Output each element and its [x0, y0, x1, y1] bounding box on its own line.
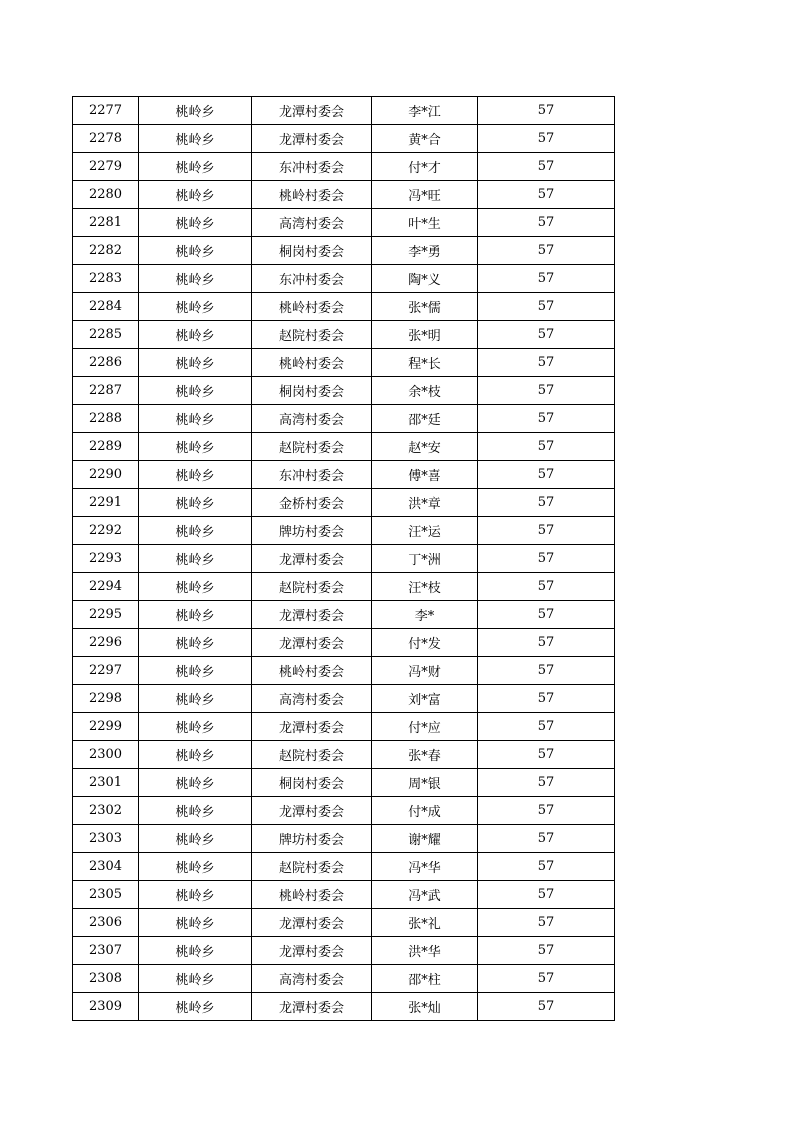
serial-number-cell: 2278	[73, 125, 139, 153]
village-committee-cell: 龙潭村委会	[252, 937, 372, 965]
person-name-cell: 张*儒	[372, 293, 478, 321]
person-name-cell: 程*长	[372, 349, 478, 377]
serial-number-cell: 2308	[73, 965, 139, 993]
person-name-cell: 冯*武	[372, 881, 478, 909]
township-cell: 桃岭乡	[139, 685, 252, 713]
age-cell: 57	[478, 573, 615, 601]
village-committee-cell: 赵院村委会	[252, 433, 372, 461]
age-cell: 57	[478, 125, 615, 153]
age-cell: 57	[478, 517, 615, 545]
age-cell: 57	[478, 797, 615, 825]
township-cell: 桃岭乡	[139, 657, 252, 685]
person-name-cell: 傅*喜	[372, 461, 478, 489]
table-row	[73, 741, 615, 769]
serial-number-cell: 2295	[73, 601, 139, 629]
person-name-cell: 周*银	[372, 769, 478, 797]
serial-number-cell: 2290	[73, 461, 139, 489]
age-cell: 57	[478, 909, 615, 937]
table-row	[73, 517, 615, 545]
serial-number-cell: 2298	[73, 685, 139, 713]
township-cell: 桃岭乡	[139, 545, 252, 573]
serial-number-cell: 2292	[73, 517, 139, 545]
township-cell: 桃岭乡	[139, 209, 252, 237]
serial-number-cell: 2304	[73, 853, 139, 881]
township-cell: 桃岭乡	[139, 797, 252, 825]
table-row	[73, 993, 615, 1021]
village-committee-cell: 高湾村委会	[252, 209, 372, 237]
person-name-cell: 邵*柱	[372, 965, 478, 993]
village-committee-cell: 赵院村委会	[252, 853, 372, 881]
township-cell: 桃岭乡	[139, 825, 252, 853]
person-name-cell: 余*枝	[372, 377, 478, 405]
person-name-cell: 李*勇	[372, 237, 478, 265]
serial-number-cell: 2286	[73, 349, 139, 377]
age-cell: 57	[478, 853, 615, 881]
age-cell: 57	[478, 405, 615, 433]
township-cell: 桃岭乡	[139, 97, 252, 125]
table-row	[73, 97, 615, 125]
village-committee-cell: 龙潭村委会	[252, 713, 372, 741]
village-committee-cell: 桃岭村委会	[252, 349, 372, 377]
village-committee-cell: 龙潭村委会	[252, 545, 372, 573]
serial-number-cell: 2296	[73, 629, 139, 657]
village-committee-cell: 高湾村委会	[252, 405, 372, 433]
person-name-cell: 陶*义	[372, 265, 478, 293]
township-cell: 桃岭乡	[139, 237, 252, 265]
township-cell: 桃岭乡	[139, 881, 252, 909]
table-row	[73, 489, 615, 517]
serial-number-cell: 2277	[73, 97, 139, 125]
table-row	[73, 825, 615, 853]
township-cell: 桃岭乡	[139, 853, 252, 881]
village-committee-cell: 赵院村委会	[252, 321, 372, 349]
serial-number-cell: 2303	[73, 825, 139, 853]
serial-number-cell: 2280	[73, 181, 139, 209]
person-name-cell: 张*灿	[372, 993, 478, 1021]
serial-number-cell: 2299	[73, 713, 139, 741]
person-name-cell: 洪*华	[372, 937, 478, 965]
village-committee-cell: 龙潭村委会	[252, 797, 372, 825]
village-committee-cell: 东冲村委会	[252, 461, 372, 489]
table-row	[73, 853, 615, 881]
age-cell: 57	[478, 377, 615, 405]
township-cell: 桃岭乡	[139, 965, 252, 993]
age-cell: 57	[478, 321, 615, 349]
person-name-cell: 谢*耀	[372, 825, 478, 853]
age-cell: 57	[478, 293, 615, 321]
village-committee-cell: 桐岗村委会	[252, 377, 372, 405]
roster-table	[72, 96, 615, 1021]
age-cell: 57	[478, 181, 615, 209]
township-cell: 桃岭乡	[139, 461, 252, 489]
table-row	[73, 629, 615, 657]
serial-number-cell: 2283	[73, 265, 139, 293]
person-name-cell: 李*	[372, 601, 478, 629]
age-cell: 57	[478, 265, 615, 293]
village-committee-cell: 高湾村委会	[252, 685, 372, 713]
village-committee-cell: 赵院村委会	[252, 741, 372, 769]
township-cell: 桃岭乡	[139, 125, 252, 153]
table-row	[73, 321, 615, 349]
person-name-cell: 张*礼	[372, 909, 478, 937]
serial-number-cell: 2284	[73, 293, 139, 321]
person-name-cell: 邵*廷	[372, 405, 478, 433]
age-cell: 57	[478, 209, 615, 237]
age-cell: 57	[478, 601, 615, 629]
serial-number-cell: 2281	[73, 209, 139, 237]
table-row	[73, 881, 615, 909]
village-committee-cell: 牌坊村委会	[252, 825, 372, 853]
person-name-cell: 李*江	[372, 97, 478, 125]
village-committee-cell: 龙潭村委会	[252, 125, 372, 153]
serial-number-cell: 2301	[73, 769, 139, 797]
serial-number-cell: 2282	[73, 237, 139, 265]
village-committee-cell: 龙潭村委会	[252, 909, 372, 937]
township-cell: 桃岭乡	[139, 517, 252, 545]
person-name-cell: 汪*运	[372, 517, 478, 545]
township-cell: 桃岭乡	[139, 293, 252, 321]
serial-number-cell: 2285	[73, 321, 139, 349]
serial-number-cell: 2300	[73, 741, 139, 769]
village-committee-cell: 桐岗村委会	[252, 237, 372, 265]
village-committee-cell: 东冲村委会	[252, 265, 372, 293]
age-cell: 57	[478, 461, 615, 489]
serial-number-cell: 2305	[73, 881, 139, 909]
age-cell: 57	[478, 489, 615, 517]
table-row	[73, 405, 615, 433]
table-row	[73, 937, 615, 965]
roster-table-body	[73, 97, 615, 1021]
village-committee-cell: 东冲村委会	[252, 153, 372, 181]
township-cell: 桃岭乡	[139, 377, 252, 405]
township-cell: 桃岭乡	[139, 265, 252, 293]
serial-number-cell: 2289	[73, 433, 139, 461]
township-cell: 桃岭乡	[139, 909, 252, 937]
table-row	[73, 125, 615, 153]
township-cell: 桃岭乡	[139, 629, 252, 657]
person-name-cell: 赵*安	[372, 433, 478, 461]
person-name-cell: 叶*生	[372, 209, 478, 237]
village-committee-cell: 牌坊村委会	[252, 517, 372, 545]
village-committee-cell: 桃岭村委会	[252, 657, 372, 685]
village-committee-cell: 桃岭村委会	[252, 293, 372, 321]
table-row	[73, 965, 615, 993]
township-cell: 桃岭乡	[139, 713, 252, 741]
village-committee-cell: 桃岭村委会	[252, 881, 372, 909]
township-cell: 桃岭乡	[139, 433, 252, 461]
age-cell: 57	[478, 881, 615, 909]
age-cell: 57	[478, 433, 615, 461]
age-cell: 57	[478, 629, 615, 657]
age-cell: 57	[478, 97, 615, 125]
village-committee-cell: 赵院村委会	[252, 573, 372, 601]
person-name-cell: 冯*旺	[372, 181, 478, 209]
table-row	[73, 461, 615, 489]
person-name-cell: 张*春	[372, 741, 478, 769]
township-cell: 桃岭乡	[139, 741, 252, 769]
person-name-cell: 付*应	[372, 713, 478, 741]
age-cell: 57	[478, 965, 615, 993]
table-row	[73, 293, 615, 321]
serial-number-cell: 2309	[73, 993, 139, 1021]
village-committee-cell: 金桥村委会	[252, 489, 372, 517]
village-committee-cell: 龙潭村委会	[252, 601, 372, 629]
village-committee-cell: 龙潭村委会	[252, 629, 372, 657]
township-cell: 桃岭乡	[139, 181, 252, 209]
person-name-cell: 丁*洲	[372, 545, 478, 573]
township-cell: 桃岭乡	[139, 601, 252, 629]
age-cell: 57	[478, 685, 615, 713]
table-row	[73, 573, 615, 601]
table-row	[73, 433, 615, 461]
township-cell: 桃岭乡	[139, 993, 252, 1021]
person-name-cell: 冯*华	[372, 853, 478, 881]
table-row	[73, 545, 615, 573]
township-cell: 桃岭乡	[139, 769, 252, 797]
township-cell: 桃岭乡	[139, 153, 252, 181]
serial-number-cell: 2302	[73, 797, 139, 825]
age-cell: 57	[478, 545, 615, 573]
table-row	[73, 769, 615, 797]
person-name-cell: 洪*章	[372, 489, 478, 517]
age-cell: 57	[478, 769, 615, 797]
age-cell: 57	[478, 993, 615, 1021]
serial-number-cell: 2294	[73, 573, 139, 601]
age-cell: 57	[478, 657, 615, 685]
person-name-cell: 冯*财	[372, 657, 478, 685]
person-name-cell: 汪*枝	[372, 573, 478, 601]
table-row	[73, 601, 615, 629]
serial-number-cell: 2287	[73, 377, 139, 405]
serial-number-cell: 2279	[73, 153, 139, 181]
serial-number-cell: 2297	[73, 657, 139, 685]
township-cell: 桃岭乡	[139, 349, 252, 377]
village-committee-cell: 桐岗村委会	[252, 769, 372, 797]
serial-number-cell: 2288	[73, 405, 139, 433]
person-name-cell: 黄*合	[372, 125, 478, 153]
table-row	[73, 153, 615, 181]
person-name-cell: 付*发	[372, 629, 478, 657]
village-committee-cell: 高湾村委会	[252, 965, 372, 993]
age-cell: 57	[478, 713, 615, 741]
serial-number-cell: 2291	[73, 489, 139, 517]
table-row	[73, 657, 615, 685]
table-row	[73, 209, 615, 237]
age-cell: 57	[478, 349, 615, 377]
age-cell: 57	[478, 153, 615, 181]
township-cell: 桃岭乡	[139, 405, 252, 433]
serial-number-cell: 2306	[73, 909, 139, 937]
table-row	[73, 713, 615, 741]
table-row	[73, 265, 615, 293]
age-cell: 57	[478, 937, 615, 965]
person-name-cell: 付*成	[372, 797, 478, 825]
age-cell: 57	[478, 237, 615, 265]
township-cell: 桃岭乡	[139, 573, 252, 601]
table-row	[73, 909, 615, 937]
person-name-cell: 付*才	[372, 153, 478, 181]
village-committee-cell: 龙潭村委会	[252, 97, 372, 125]
table-row	[73, 377, 615, 405]
person-name-cell: 刘*富	[372, 685, 478, 713]
table-row	[73, 237, 615, 265]
village-committee-cell: 龙潭村委会	[252, 993, 372, 1021]
township-cell: 桃岭乡	[139, 321, 252, 349]
table-row	[73, 685, 615, 713]
serial-number-cell: 2307	[73, 937, 139, 965]
age-cell: 57	[478, 825, 615, 853]
person-name-cell: 张*明	[372, 321, 478, 349]
age-cell: 57	[478, 741, 615, 769]
table-row	[73, 349, 615, 377]
table-row	[73, 181, 615, 209]
serial-number-cell: 2293	[73, 545, 139, 573]
township-cell: 桃岭乡	[139, 489, 252, 517]
township-cell: 桃岭乡	[139, 937, 252, 965]
table-row	[73, 797, 615, 825]
village-committee-cell: 桃岭村委会	[252, 181, 372, 209]
